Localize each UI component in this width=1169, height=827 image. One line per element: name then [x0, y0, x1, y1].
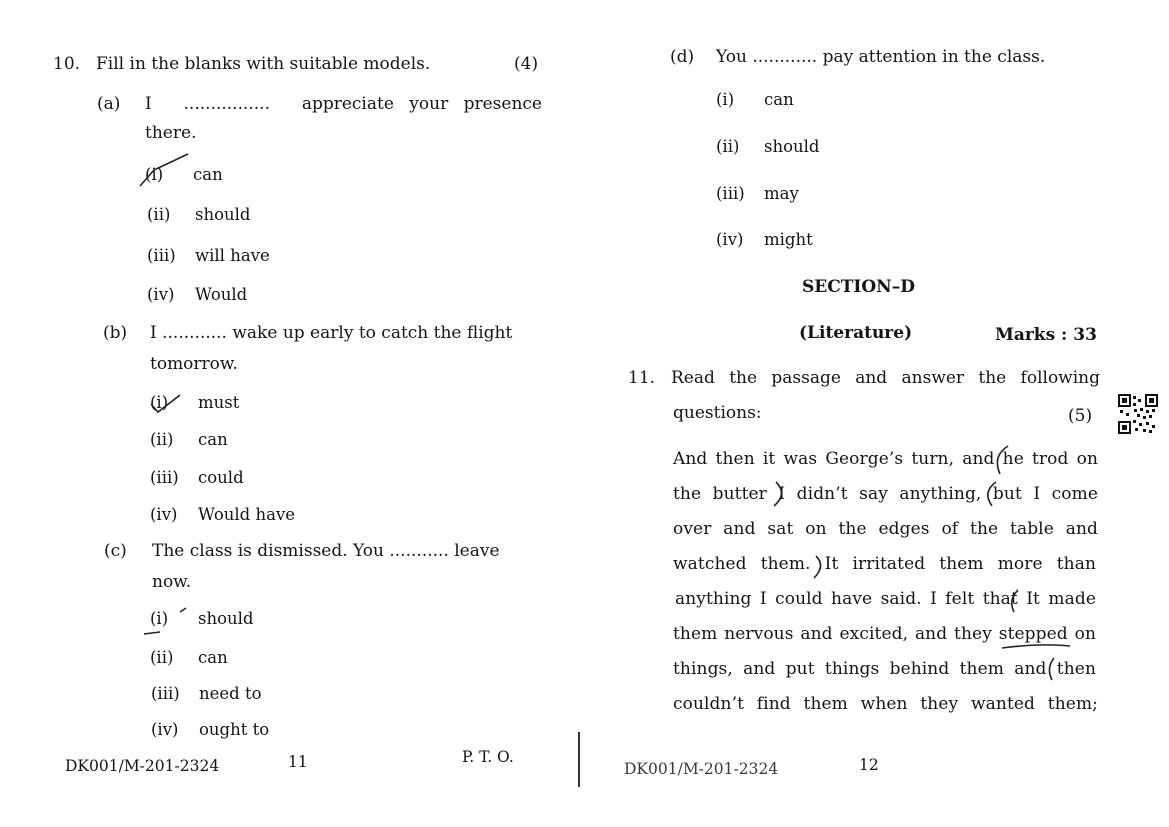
- question-11-marks: (5): [1068, 406, 1093, 426]
- option-number: (ii): [150, 648, 174, 667]
- section-subtitle: (Literature): [799, 323, 913, 343]
- passage-line-8: couldn’t find them when they wanted them;: [673, 694, 1098, 714]
- section-marks: Marks : 33: [995, 325, 1097, 345]
- section-title: SECTION–D: [802, 277, 915, 297]
- page-divider: [578, 732, 580, 787]
- part-b-line1: I ............ wake up early to catch the flight: [150, 323, 513, 343]
- option-text: can: [193, 165, 223, 184]
- part-a-word: I: [145, 94, 152, 114]
- question-10-text: Fill in the blanks with suitable models.: [96, 54, 431, 74]
- option-text: ought to: [199, 720, 270, 739]
- tick-mark-icon: [148, 392, 184, 418]
- passage-line-4: watched them. It irritated them more than: [673, 554, 1096, 574]
- option-text: will have: [195, 246, 270, 265]
- option-text: Would have: [198, 505, 296, 524]
- option-number: (iv): [716, 230, 744, 249]
- question-11-line1: Read the passage and answer the following: [671, 368, 1100, 388]
- passage-line-2: the butter I didn’t say anything, but I come: [673, 484, 1098, 504]
- option-text: might: [764, 230, 813, 249]
- option-number: (iii): [150, 468, 179, 487]
- part-b-line2: tomorrow.: [150, 354, 238, 374]
- option-number: (iv): [151, 720, 179, 739]
- question-10-marks: (4): [514, 54, 539, 74]
- part-b-option-4: [150, 505, 295, 524]
- part-a-blank: ................: [183, 94, 270, 114]
- option-number: (ii): [716, 137, 740, 156]
- option-text: need to: [199, 684, 262, 703]
- part-a-option-4: [147, 285, 247, 304]
- part-c-option-3: [151, 684, 262, 703]
- passage-line-6: them nervous and excited, and they stepped on: [673, 624, 1096, 644]
- tick-mark-icon: [136, 150, 196, 190]
- part-d-option-2: [716, 137, 820, 156]
- part-d-line1: You ............ pay attention in the class.: [716, 47, 1046, 67]
- part-d-label: (d): [670, 47, 695, 67]
- passage-line-3: over and sat on the edges of the table and: [673, 519, 1098, 539]
- option-text: could: [198, 468, 244, 487]
- part-a-line2: there.: [145, 123, 197, 143]
- option-number: (ii): [150, 430, 174, 449]
- option-number: (i): [150, 609, 169, 628]
- option-text: can: [764, 90, 794, 109]
- passage-line-7: things, and put things behind them and then: [673, 659, 1096, 679]
- option-number: (ii): [147, 205, 171, 224]
- option-number: (i): [716, 90, 735, 109]
- footer-code: DK001/M-201-2324: [624, 760, 779, 778]
- option-text: can: [198, 430, 228, 449]
- option-text: must: [198, 393, 240, 412]
- part-c-option-4: [151, 720, 269, 739]
- part-b-label: (b): [103, 323, 128, 343]
- part-c-line2: now.: [152, 572, 192, 592]
- part-b-option-2: [150, 430, 228, 449]
- footer-page-number: 12: [859, 756, 879, 774]
- part-b-option-3: [150, 468, 244, 487]
- part-a-label: (a): [97, 94, 121, 114]
- option-text: should: [764, 137, 820, 156]
- question-10-number: 10.: [53, 54, 81, 74]
- passage-line-1: And then it was George’s turn, and he trod on: [673, 449, 1098, 469]
- question-11-number: 11.: [628, 368, 656, 388]
- footer-pto: P. T. O.: [462, 748, 514, 766]
- question-11-line2: questions:: [673, 403, 762, 423]
- option-text: should: [195, 205, 251, 224]
- tick-mark-icon: [142, 606, 192, 638]
- option-text: can: [198, 648, 228, 667]
- left-page: [0, 0, 580, 827]
- part-c-label: (c): [104, 541, 127, 561]
- option-text: should: [198, 609, 254, 628]
- part-c-option-2: [150, 648, 228, 667]
- part-d-option-1: [716, 90, 794, 109]
- option-number: (i): [145, 165, 164, 184]
- part-d-option-4: [716, 230, 813, 249]
- qr-code-icon: [1118, 394, 1158, 434]
- option-text: Would: [195, 285, 248, 304]
- part-a-option-3: [147, 246, 270, 265]
- part-a-rest: appreciate your presence: [301, 94, 542, 114]
- option-number: (i): [150, 393, 169, 412]
- option-number: (iv): [150, 505, 178, 524]
- part-d-option-3: [716, 184, 799, 203]
- option-number: (iii): [147, 246, 176, 265]
- part-a-line1: [145, 94, 542, 114]
- option-number: (iv): [147, 285, 175, 304]
- right-page: [590, 0, 1169, 827]
- pen-marks-icon: [590, 440, 1169, 720]
- part-a-option-2: [147, 205, 251, 224]
- option-number: (iii): [151, 684, 180, 703]
- passage-line-5: anything I could have said. I felt that It made: [675, 589, 1096, 609]
- footer-page-number: 11: [288, 753, 308, 771]
- option-number: (iii): [716, 184, 745, 203]
- option-text: may: [764, 184, 799, 203]
- part-c-line1: The class is dismissed. You ........... leave: [152, 541, 500, 561]
- footer-code: DK001/M-201-2324: [65, 757, 220, 775]
